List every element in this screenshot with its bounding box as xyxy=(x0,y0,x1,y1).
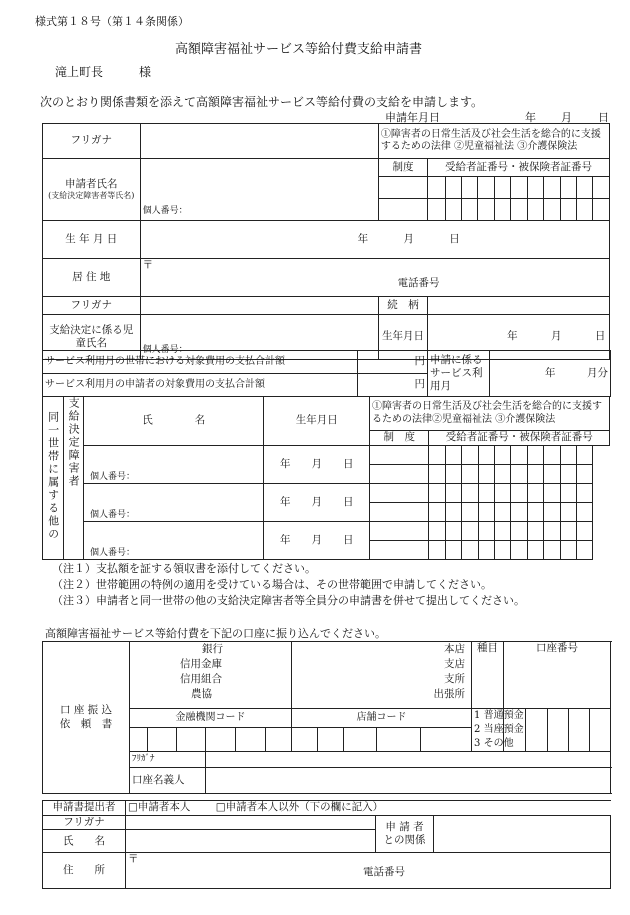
submitter-self-checkbox[interactable]: □申請者本人 xyxy=(128,801,191,814)
intro-text: 次のとおり関係書類を添えて高額障害福祉サービス等給付費の支給を申請します。 xyxy=(40,95,484,109)
submitter-address-label: 住 所 xyxy=(43,853,126,889)
member-2-birth[interactable]: 年 月 日 xyxy=(264,484,370,522)
branch-name-field[interactable]: 本店 支店 支所 出張所 xyxy=(292,642,472,709)
household-birth-header: 生年月日 xyxy=(264,397,370,446)
system-header: 制度 xyxy=(378,159,427,177)
form-title: 高額障害福祉サービス等給付費支給申請書 xyxy=(175,42,423,57)
phone-label: 電話番号 xyxy=(397,277,440,290)
member-2-system[interactable] xyxy=(370,484,429,503)
cert-header: 受給者証番号・被保険者証番号 xyxy=(428,159,610,177)
note-1: （注１）支払額を証する領収書を添付してください。 xyxy=(52,562,316,575)
account-type-header: 種目 xyxy=(472,642,504,709)
transfer-table xyxy=(42,641,611,794)
submitter-name-label: 氏 名 xyxy=(43,830,126,853)
account-number-header: 口座番号 xyxy=(504,642,611,709)
applicant-total-label: サービス利用月の申請者の対象費用の支払合計額 xyxy=(43,374,358,397)
holder-field[interactable] xyxy=(206,768,611,794)
applicant-mynumber[interactable]: 個人番号： xyxy=(140,159,378,221)
submitter-relation-field[interactable] xyxy=(434,816,611,853)
application-date[interactable]: 申請年月日 年 月 日 xyxy=(385,111,609,124)
applicant-name-label: 申請者氏名 (支給決定障害者等氏名) xyxy=(43,159,141,221)
applicant-furigana-field[interactable] xyxy=(140,124,378,159)
member-2-mynumber[interactable]: 個人番号： xyxy=(84,484,264,522)
note-3: （注３）申請者と同一世帯の他の支給決定障害者等全員分の申請書を併せて提出してください。 xyxy=(52,594,525,607)
system-cell[interactable] xyxy=(378,177,427,199)
account-type-options[interactable]: 1 普通預金 2 当座預金 3 その他 xyxy=(472,709,504,752)
household-total-field[interactable]: 円 xyxy=(358,351,428,374)
relation-label: 続 柄 xyxy=(378,297,427,315)
addressee: 滝上町長 様 xyxy=(55,65,152,79)
branch-code-digit[interactable] xyxy=(292,727,318,751)
transfer-heading: 高額障害福祉サービス等給付費を下記の口座に振り込んでください。 xyxy=(45,627,386,640)
submitter-name-field[interactable] xyxy=(126,830,376,853)
member-2-system[interactable] xyxy=(370,503,429,522)
child-furigana-field[interactable] xyxy=(140,297,378,315)
bank-name-field[interactable]: 銀行 信用金庫 信用組合 農協 xyxy=(130,642,292,709)
submitter-options[interactable] xyxy=(126,801,611,816)
applicant-table xyxy=(42,123,610,360)
child-furigana-label: フリガナ xyxy=(43,297,141,315)
household-system-header: 制 度 xyxy=(370,431,429,446)
bank-code-digit[interactable] xyxy=(130,727,148,751)
member-1-mynumber[interactable]: 個人番号： xyxy=(84,446,264,484)
form-number: 様式第１８号（第１４条関係） xyxy=(35,15,189,28)
note-2: （注２）世帯範囲の特例の適用を受けている場合は、その世帯範囲で申請してください。 xyxy=(52,578,492,591)
submitter-other-checkbox[interactable]: □申請者本人以外（下の欄に記入） xyxy=(215,801,384,814)
member-3-mynumber[interactable]: 個人番号： xyxy=(84,522,264,560)
applicant-law-text: ①障害者の日常生活及び社会生活を総合的に支援するための法律 ②児童福祉法 ③介護保険法 xyxy=(378,124,609,159)
transfer-label: 口 座 振 込 依 頼 書 xyxy=(43,642,130,794)
household-side-label-2: 支給決定障害者 xyxy=(63,397,84,560)
holder-furigana-label: ﾌﾘｶﾞﾅ xyxy=(130,752,206,768)
submitter-furigana-label: フリガナ xyxy=(43,816,126,830)
submitter-phone-label: 電話番号 xyxy=(363,866,405,879)
bank-code-header: 金融機関コード xyxy=(130,709,292,728)
submitter-label: 申請書提出者 xyxy=(43,801,126,816)
applicant-birth-label: 生 年 月 日 xyxy=(43,221,141,259)
applicant-address-field[interactable]: 〒 電話番号 xyxy=(140,259,609,297)
submitter-furigana-field[interactable] xyxy=(126,816,376,830)
member-3-system[interactable] xyxy=(370,541,429,560)
service-month-field[interactable]: 年 月分 xyxy=(490,351,611,397)
child-mynumber[interactable]: 個人番号： xyxy=(140,315,378,360)
submitter-address-field[interactable]: 〒 電話番号 xyxy=(126,853,611,889)
applicant-address-label: 居 住 地 xyxy=(43,259,141,297)
submitter-relation-label: 申 請 者 との関係 xyxy=(376,816,434,853)
member-1-birth[interactable]: 年 月 日 xyxy=(264,446,370,484)
member-3-birth[interactable]: 年 月 日 xyxy=(264,522,370,560)
totals-table xyxy=(42,350,611,397)
applicant-furigana-label: フリガナ xyxy=(43,124,141,159)
household-name-header: 氏 名 xyxy=(84,397,264,446)
member-3-system[interactable] xyxy=(370,522,429,541)
holder-furigana-field[interactable] xyxy=(206,752,611,768)
child-birth-field[interactable]: 年 月 日 xyxy=(428,315,610,360)
child-name-label: 支給決定に係る児童氏名 xyxy=(43,315,141,360)
application-date-label: 申請年月日 xyxy=(385,111,440,124)
applicant-birth-field[interactable]: 年 月 日 xyxy=(140,221,609,259)
household-total-label: サービス利用月の世帯における対象費用の支払合計額 xyxy=(43,351,358,374)
household-law-text: ①障害者の日常生活及び社会生活を総合的に支援するための法律②児童福祉法 ③介護保険法 xyxy=(370,397,610,431)
submitter-table xyxy=(42,800,611,889)
child-birth-label: 生年月日 xyxy=(378,315,427,360)
notes xyxy=(52,561,525,609)
household-cert-header: 受給者証番号・被保険者証番号 xyxy=(429,431,610,446)
service-month-label: 申請に係るサービス利用月 xyxy=(428,351,490,397)
household-table xyxy=(42,396,610,560)
applicant-total-field[interactable]: 円 xyxy=(358,374,428,397)
household-side-label: 同一世帯に属する他の xyxy=(43,397,64,560)
member-1-system[interactable] xyxy=(370,465,429,484)
relation-field[interactable] xyxy=(428,297,610,315)
holder-label: 口座名義人 xyxy=(130,768,206,794)
system-cell[interactable] xyxy=(378,199,427,221)
member-1-system[interactable] xyxy=(370,446,429,465)
branch-code-header: 店舗コード xyxy=(292,709,472,728)
